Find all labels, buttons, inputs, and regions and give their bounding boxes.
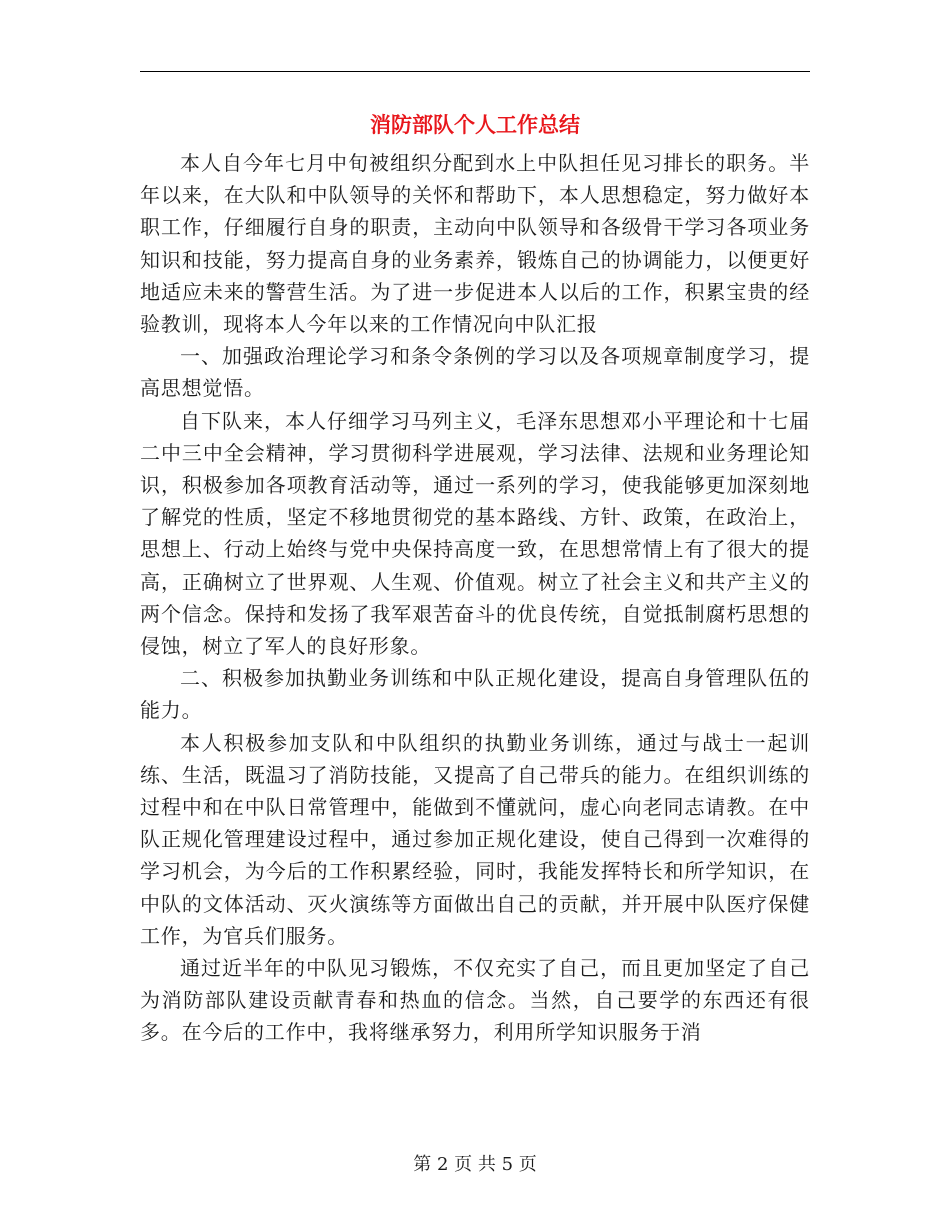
- page-label-mid: 页 共: [454, 1154, 496, 1175]
- section-heading-1: 一、加强政治理论学习和条令条例的学习以及各项规章制度学习，提高思想觉悟。: [140, 344, 810, 401]
- paragraph-political-study: 自下队来，本人仔细学习马列主义，毛泽东思想邓小平理论和十七届二中三中全会精神，学习贯彻科学进展观，学习法律、法规和业务理论知识，积极参加各项教育活动等，通过一系列的学习，使我能够更加深刻地了解党的性质，坚定不移地贯彻党的基本路线、方针、政策，在政治上，思想上、行动上始终与党中央保持高度一致，在思想常情上有了很大的提高，正确树立了世界观、人生观、价值观。树立了社会主义和共产主义的两个信念。保持和发扬了我军艰苦奋斗的优良传统，自觉抵制腐朽思想的侵蚀，树立了军人的良好形象。: [140, 408, 810, 659]
- header-rule: [140, 71, 810, 72]
- document-body: [140, 147, 810, 1049]
- page-footer: [0, 1153, 950, 1177]
- paragraph-intro: 本人自今年七月中旬被组织分配到水上中队担任见习排长的职务。半年以来，在大队和中队领导的关怀和帮助下，本人思想稳定，努力做好本职工作，仔细履行自身的职责，主动向中队领导和各级骨干学习各项业务知识和技能，努力提高自身的业务素养，锻炼自己的协调能力，以便更好地适应未来的警营生活。为了进一步促进本人以后的工作，积累宝贵的经验教训，现将本人今年以来的工作情况向中队汇报: [140, 151, 810, 337]
- paragraph-training: 本人积极参加支队和中队组织的执勤业务训练，通过与战士一起训练、生活，既温习了消防技能，又提高了自己带兵的能力。在组织训练的过程中和在中队日常管理中，能做到不懂就问，虚心向老同志请教。在中队正规化管理建设过程中，通过参加正规化建设，使自己得到一次难得的学习机会，为今后的工作积累经验，同时，我能发挥特长和所学知识，在中队的文体活动、灭火演练等方面做出自己的贡献，并开展中队医疗保健工作，为官兵们服务。: [140, 730, 810, 948]
- total-pages-number: 5: [501, 1154, 514, 1175]
- document-title: 消防部队个人工作总结: [370, 112, 580, 137]
- page-label-suffix: 页: [518, 1154, 537, 1175]
- paragraph-conclusion: 通过近半年的中队见习锻炼，不仅充实了自己，而且更加坚定了自己为消防部队建设贡献青春和热血的信念。当然，自己要学的东西还有很多。在今后的工作中，我将继承努力，利用所学知识服务于消: [140, 956, 810, 1045]
- page-label-prefix: 第: [413, 1154, 432, 1175]
- current-page-number: 2: [436, 1154, 449, 1175]
- section-heading-2: 二、积极参加执勤业务训练和中队正规化建设，提高自身管理队伍的能力。: [140, 666, 810, 723]
